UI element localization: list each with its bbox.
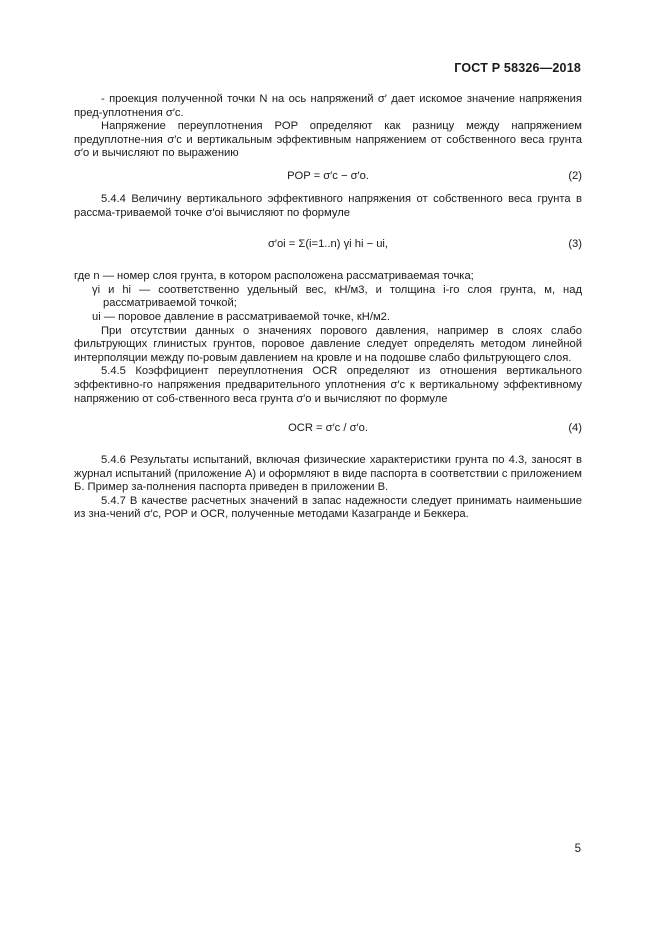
p3-text: 5.4.4 Величину вертикального эффективного напряжения от собственного веса грунта в рассма-триваемой точке σ′oi вычисляют по формуле (74, 192, 582, 219)
paragraph-p6 (74, 311, 582, 325)
document-body (74, 93, 582, 522)
p9-text: 5.4.6 Результаты испытаний, включая физические характеристики грунта по 4.3, заносят в журнал испытаний (приложение А) и оформляют в виде паспорта в соответствии с приложением Б. Пример за-полнения паспорта приведен в приложении В. (74, 454, 582, 494)
paragraph-p7 (74, 325, 582, 366)
paragraph-p3 (74, 193, 582, 220)
formula-4-number: (4) (568, 422, 582, 435)
document-header: ГОСТ Р 58326—2018 (454, 61, 581, 75)
paragraph-p8 (74, 365, 582, 406)
page-number: 5 (574, 843, 581, 855)
p8-text: 5.4.5 Коэффициент переуплотнения OCR определяют из отношения вертикального эффективно-го напряжения предварительного уплотнения σ′c к вертикальному эффективному напряжению от соб-ственного веса грунта σ′o и вычисляют по формуле (74, 365, 582, 405)
paragraph-p1 (74, 93, 582, 120)
p6-text: ui — поровое давление в рассматриваемой точке, кН/м2. (92, 310, 390, 323)
formula-2 (74, 167, 582, 189)
formula-2-expr: POP = σ′c − σ′o. (287, 169, 369, 182)
formula-4 (74, 412, 582, 450)
paragraph-p2 (74, 120, 582, 161)
p7-text: При отсутствии данных о значениях порового давления, например в слоях слабо фильтрующих глинистых грунтов, поровое давление следует определять методом линейной интерполяции между по-ровым давлением на кровле и на подошве слабо фильтрующего слоя. (74, 324, 582, 364)
formula-3 (74, 226, 582, 266)
formula-3-number: (3) (568, 238, 582, 251)
paragraph-p4 (74, 270, 582, 284)
paragraph-p10 (74, 495, 582, 522)
p4-text: где n — номер слоя грунта, в котором расположена рассматриваемая точка; (74, 270, 474, 283)
paragraph-p5 (74, 284, 582, 311)
p10-text: 5.4.7 В качестве расчетных значений в запас надежности следует принимать наименьшие из зна-чений σ′c, POP и OCR, полученные методами Казагранде и Беккера. (74, 494, 582, 521)
formula-3-expr: σ′oi = Σ(i=1..n) γi hi − ui, (267, 238, 389, 251)
p5-text: γi и hi — соответственно удельный вес, кН/м3, и толщина i-го слоя грунта, м, над рассматриваемой точкой; (92, 283, 582, 310)
formula-4-expr: OCR = σ′c / σ′o. (288, 422, 368, 435)
paragraph-p9 (74, 454, 582, 495)
p1-text: - проекция полученной точки N на ось напряжений σ′ дает искомое значение напряжения пред-уплотнения σ′c. (74, 93, 582, 119)
formula-2-number: (2) (568, 169, 582, 182)
p2-text: Напряжение переуплотнения POP определяют как разницу между напряжением предуплотне-ния σ′c и вертикальным эффективным напряжением от собственного веса грунта σ′o и вычисляют по выражению (74, 120, 582, 160)
